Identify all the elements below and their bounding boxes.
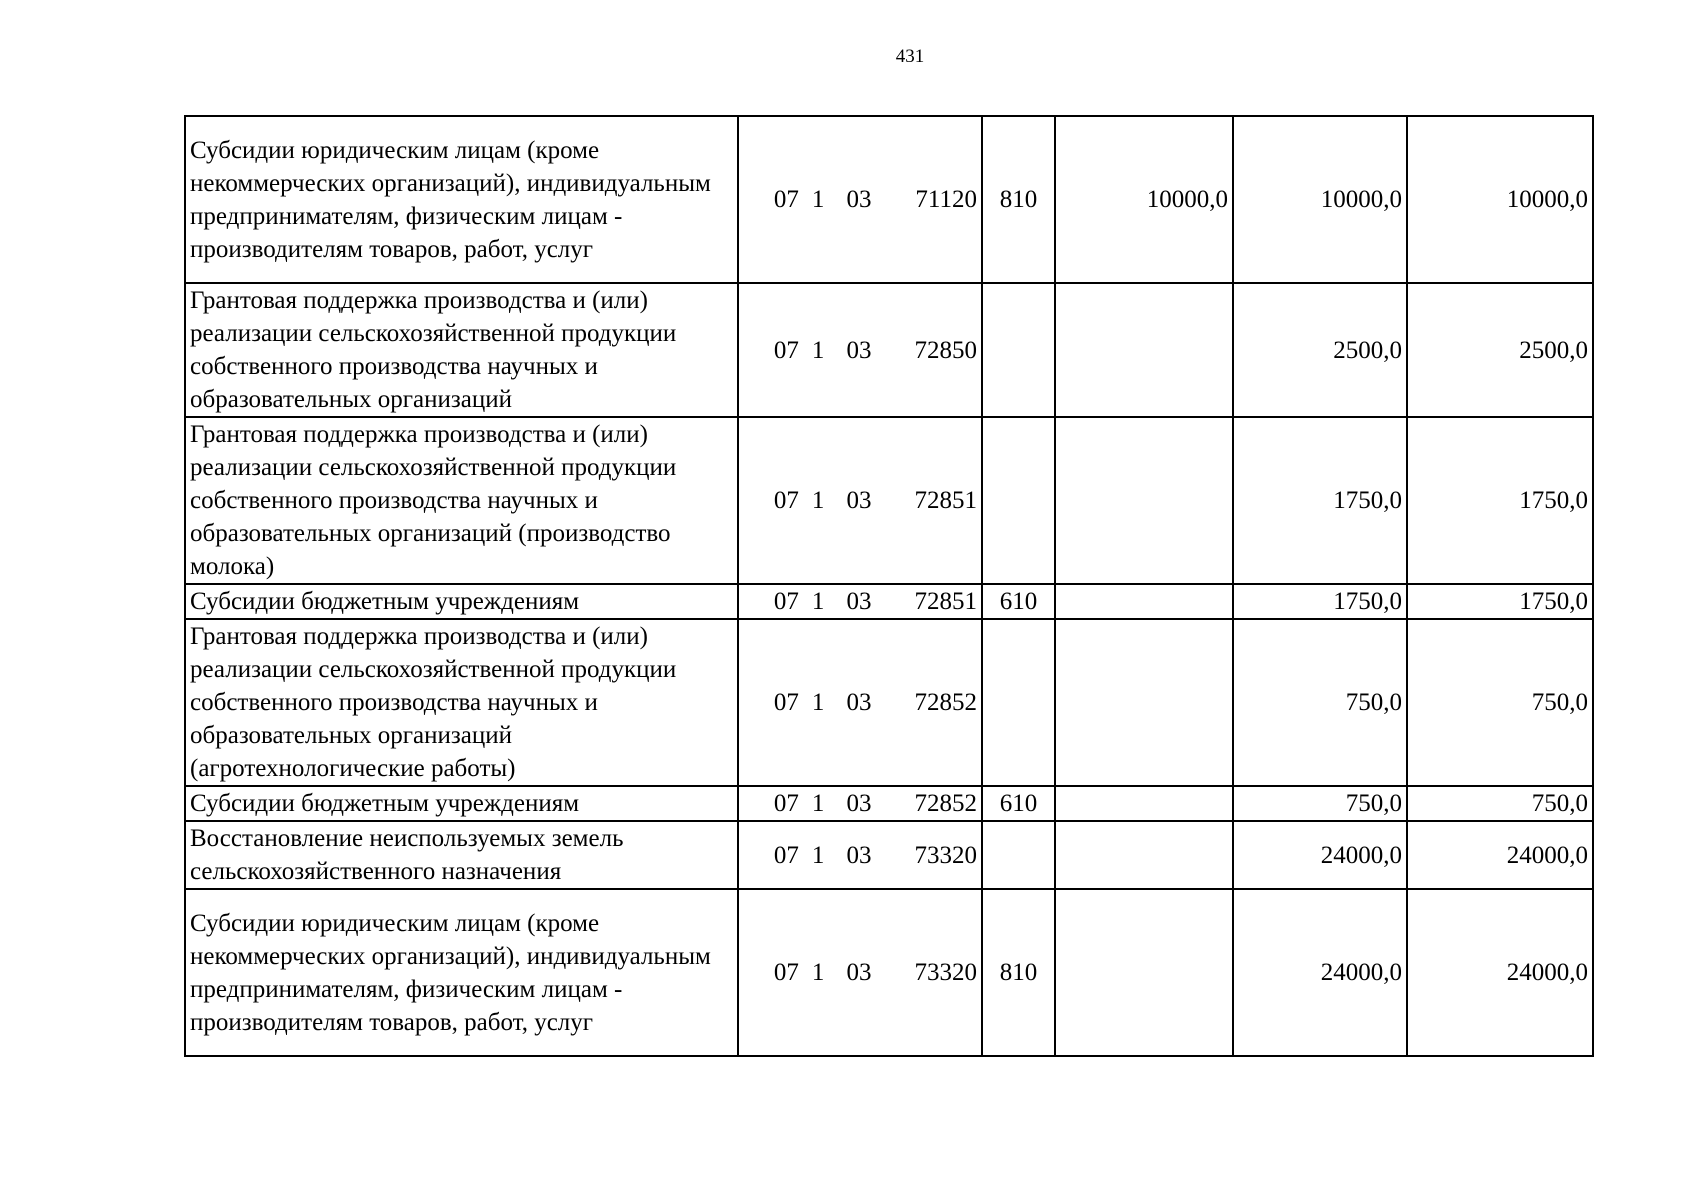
- code-direction: 72852: [914, 689, 977, 716]
- table-row: [185, 619, 1593, 786]
- code-direction: 72850: [914, 336, 977, 364]
- code-section: 07: [773, 790, 799, 817]
- amount-3: 24000,0: [1407, 889, 1593, 1056]
- amount-3: 24000,0: [1407, 821, 1593, 889]
- row-description: Субсидии бюджетным учреждениям: [185, 584, 738, 619]
- amount-1: [1055, 821, 1233, 889]
- amount-2: 1750,0: [1233, 417, 1407, 584]
- code-program: 1: [811, 186, 825, 213]
- expense-type: 610: [982, 584, 1055, 619]
- code-section: 07: [773, 186, 799, 213]
- expense-type: [982, 619, 1055, 786]
- code-section: 07: [773, 336, 799, 364]
- row-description: Грантовая поддержка производства и (или) реализации сельскохозяйственной продукции собственного производства научных и образовательных организаций (агротехнологические работы): [185, 619, 738, 786]
- code-program: 1: [811, 959, 825, 986]
- table-row: [185, 584, 1593, 619]
- code-subprogram: 03: [846, 588, 872, 615]
- table-row: [185, 786, 1593, 821]
- amount-1: [1055, 786, 1233, 821]
- code-section: 07: [773, 689, 799, 716]
- classification-code: [738, 889, 982, 1056]
- code-subprogram: 03: [846, 336, 872, 364]
- row-description: Восстановление неиспользуемых земель сельскохозяйственного назначения: [185, 821, 738, 889]
- amount-1: [1055, 417, 1233, 584]
- code-direction: 73320: [914, 841, 977, 869]
- code-program: 1: [811, 336, 825, 364]
- amount-1: [1055, 889, 1233, 1056]
- table-row: [185, 889, 1593, 1056]
- code-program: 1: [811, 487, 825, 514]
- code-direction: 71120: [915, 186, 977, 213]
- code-section: 07: [773, 487, 799, 514]
- code-subprogram: 03: [846, 841, 872, 869]
- classification-code: [738, 584, 982, 619]
- code-direction: 73320: [914, 959, 977, 986]
- code-subprogram: 03: [846, 790, 872, 817]
- code-subprogram: 03: [846, 689, 872, 716]
- amount-2: 10000,0: [1233, 116, 1407, 283]
- expense-type: [982, 283, 1055, 417]
- amount-3: 1750,0: [1407, 584, 1593, 619]
- amount-1: [1055, 619, 1233, 786]
- amount-1: 10000,0: [1055, 116, 1233, 283]
- expense-type: [982, 417, 1055, 584]
- code-direction: 72851: [914, 588, 977, 615]
- table-row: [185, 283, 1593, 417]
- code-subprogram: 03: [846, 959, 872, 986]
- page-number: 431: [895, 46, 925, 67]
- amount-3: 1750,0: [1407, 417, 1593, 584]
- code-section: 07: [773, 959, 799, 986]
- expense-type: [982, 821, 1055, 889]
- expense-type: 810: [982, 889, 1055, 1056]
- code-program: 1: [811, 790, 825, 817]
- table-row: [185, 821, 1593, 889]
- amount-2: 750,0: [1233, 619, 1407, 786]
- row-description: Субсидии бюджетным учреждениям: [185, 786, 738, 821]
- classification-code: [738, 619, 982, 786]
- amount-1: [1055, 283, 1233, 417]
- code-direction: 72851: [914, 487, 977, 514]
- expense-type: 610: [982, 786, 1055, 821]
- amount-2: 1750,0: [1233, 584, 1407, 619]
- classification-code: [738, 283, 982, 417]
- amount-3: 750,0: [1407, 786, 1593, 821]
- expense-type: 810: [982, 116, 1055, 283]
- row-description: Грантовая поддержка производства и (или) реализации сельскохозяйственной продукции собственного производства научных и образовательных организаций (производство молока): [185, 417, 738, 584]
- code-section: 07: [773, 588, 799, 615]
- amount-2: 24000,0: [1233, 889, 1407, 1056]
- amount-3: 10000,0: [1407, 116, 1593, 283]
- row-description: Субсидии юридическим лицам (кроме некоммерческих организаций), индивидуальным предпринимателям, физическим лицам - производителям товаров, работ, услуг: [185, 889, 738, 1056]
- code-direction: 72852: [914, 790, 977, 817]
- code-program: 1: [811, 841, 825, 869]
- code-subprogram: 03: [846, 487, 872, 514]
- budget-table: [184, 115, 1594, 1057]
- code-subprogram: 03: [846, 186, 872, 213]
- row-description: Грантовая поддержка производства и (или) реализации сельскохозяйственной продукции собственного производства научных и образовательных организаций: [185, 283, 738, 417]
- table-row: [185, 116, 1593, 283]
- amount-3: 750,0: [1407, 619, 1593, 786]
- code-program: 1: [811, 689, 825, 716]
- table-row: [185, 417, 1593, 584]
- classification-code: [738, 116, 982, 283]
- classification-code: [738, 786, 982, 821]
- code-program: 1: [811, 588, 825, 615]
- amount-2: 2500,0: [1233, 283, 1407, 417]
- amount-2: 24000,0: [1233, 821, 1407, 889]
- row-description: Субсидии юридическим лицам (кроме некоммерческих организаций), индивидуальным предпринимателям, физическим лицам - производителям товаров, работ, услуг: [185, 116, 738, 283]
- amount-3: 2500,0: [1407, 283, 1593, 417]
- amount-1: [1055, 584, 1233, 619]
- classification-code: [738, 417, 982, 584]
- code-section: 07: [773, 841, 799, 869]
- classification-code: [738, 821, 982, 889]
- amount-2: 750,0: [1233, 786, 1407, 821]
